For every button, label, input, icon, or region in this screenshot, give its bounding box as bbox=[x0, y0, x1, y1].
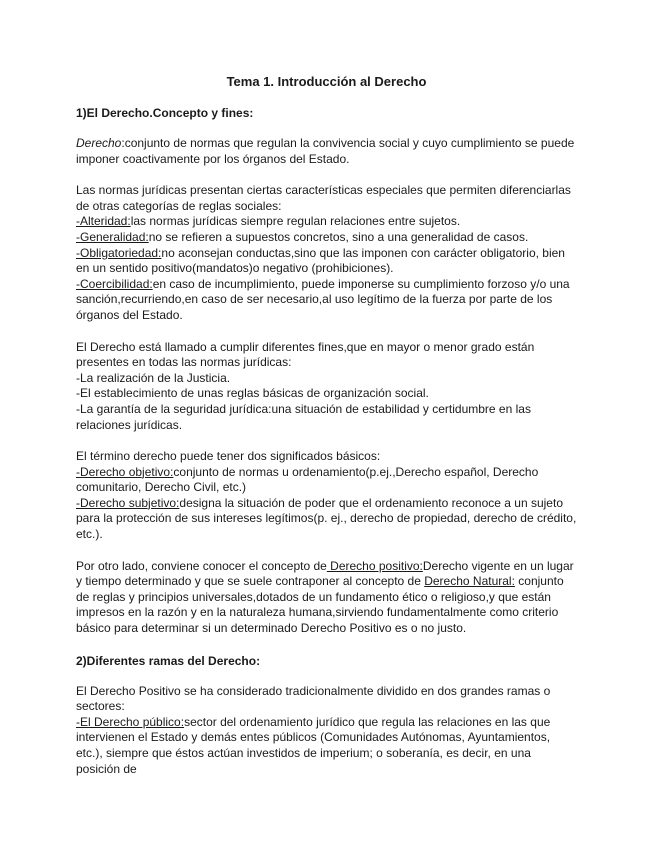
characteristics-intro: Las normas jurídicas presentan ciertas características especiales que permiten diferenciarlas de otras categorías de reglas sociales: bbox=[76, 183, 571, 213]
characteristic-text: en caso de incumplimiento, puede imponerse su cumplimiento forzoso y/o una sanción,recurriendo,en caso de ser necesario,al uso legítimo de la fuerza por parte de los órganos del Estado. bbox=[76, 276, 570, 322]
fines-intro: El Derecho está llamado a cumplir diferentes fines,que en mayor o menor grado están presentes en todas las normas jurídicas: bbox=[76, 339, 535, 370]
derecho-publico-text: sector del ordenamiento jurídico que regula las relaciones en las que intervienen el Estado y demás entes públicos (Comunidades Autónomas, Ayuntamientos, etc.), siempre que éstos actúan investidos de imperium; o soberanía, es decir, en una posición de bbox=[76, 714, 551, 776]
definition-text: :conjunto de normas que regulan la convivencia social y cuyo cumplimiento se puede imponer coactivamente por los órganos del Estado. bbox=[76, 136, 575, 166]
characteristic-term: -Alteridad: bbox=[76, 214, 131, 229]
positivo-text-3: conjunto de reglas y principios universales,dotados de un fundamento ético o religioso,y que están impresos en la razón y en la naturaleza humana,sirviendo fundamentalmente como criterio básico para determinar si un determinado Derecho Positivo es o no justo. bbox=[76, 574, 564, 636]
significado-item bbox=[76, 496, 577, 543]
significados-paragraph bbox=[76, 449, 577, 543]
derecho-publico-item bbox=[76, 715, 577, 777]
ramas-paragraph bbox=[76, 684, 577, 778]
positivo-text-2: Derecho vigente en un lugar y tiempo determinado y que se suele contraponer al concepto de bbox=[76, 558, 574, 589]
document-title: Tema 1. Introducción al Derecho bbox=[226, 74, 427, 89]
characteristic-text: las normas jurídicas siempre regulan relaciones entre sujetos. bbox=[130, 214, 461, 229]
derecho-positivo-term: Derecho positivo: bbox=[326, 558, 423, 573]
derecho-positivo-paragraph bbox=[76, 559, 577, 637]
characteristic-text: no aconsejan conductas,sino que las imponen con carácter obligatorio, bien en un sentido positivo(mandatos)o negativo (prohibiciones). bbox=[76, 245, 565, 276]
significado-text: conjunto de normas u ordenamiento(p.ej.,Derecho español, Derecho comunitario, Derecho Civil, etc.) bbox=[76, 464, 539, 495]
fines-item: -La garantía de la seguridad jurídica:una situación de estabilidad y certidumbre en las relaciones jurídicas. bbox=[76, 401, 531, 432]
significado-item bbox=[76, 465, 577, 496]
fines-item: -El establecimiento de unas reglas básicas de organización social. bbox=[76, 386, 429, 401]
definition-term: Derecho bbox=[76, 136, 122, 150]
section-2-heading: 2)Diferentes ramas del Derecho: bbox=[76, 653, 261, 668]
fines-item: -La realización de la Justicia. bbox=[76, 370, 231, 385]
characteristic-term: -Obligatoriedad: bbox=[76, 245, 162, 260]
fines-paragraph bbox=[76, 340, 577, 434]
ramas-intro: El Derecho Positivo se ha considerado tradicionalmente dividido en dos grandes ramas o sectores: bbox=[76, 683, 551, 714]
characteristic-text: no se refieren a supuestos concretos, sino a una generalidad de casos. bbox=[148, 229, 529, 244]
characteristic-item bbox=[76, 246, 577, 277]
characteristic-item bbox=[76, 214, 577, 230]
significado-text: designa la situación de poder que el ordenamiento reconoce a un sujeto para la protección de sus intereses legítimos(p. ej., derecho de propiedad, derecho de crédito, etc.). bbox=[76, 495, 577, 542]
significados-intro: El término derecho puede tener dos significados básicos: bbox=[76, 449, 381, 464]
significado-term: -Derecho objetivo: bbox=[76, 464, 174, 479]
significado-term: -Derecho subjetivo: bbox=[76, 495, 180, 510]
characteristic-term: -Coercibilidad: bbox=[76, 276, 153, 291]
characteristic-term: -Generalidad: bbox=[76, 229, 149, 244]
derecho-natural-term: Derecho Natural: bbox=[424, 574, 515, 589]
section-1-heading: 1)El Derecho.Concepto y fines: bbox=[76, 106, 254, 120]
characteristic-item bbox=[76, 277, 577, 324]
derecho-definition bbox=[76, 136, 577, 167]
derecho-publico-term: -El Derecho público: bbox=[76, 714, 185, 729]
characteristics-paragraph bbox=[76, 183, 577, 323]
characteristic-item bbox=[76, 230, 577, 246]
positivo-text-1: Por otro lado, conviene conocer el concepto de bbox=[76, 558, 327, 573]
